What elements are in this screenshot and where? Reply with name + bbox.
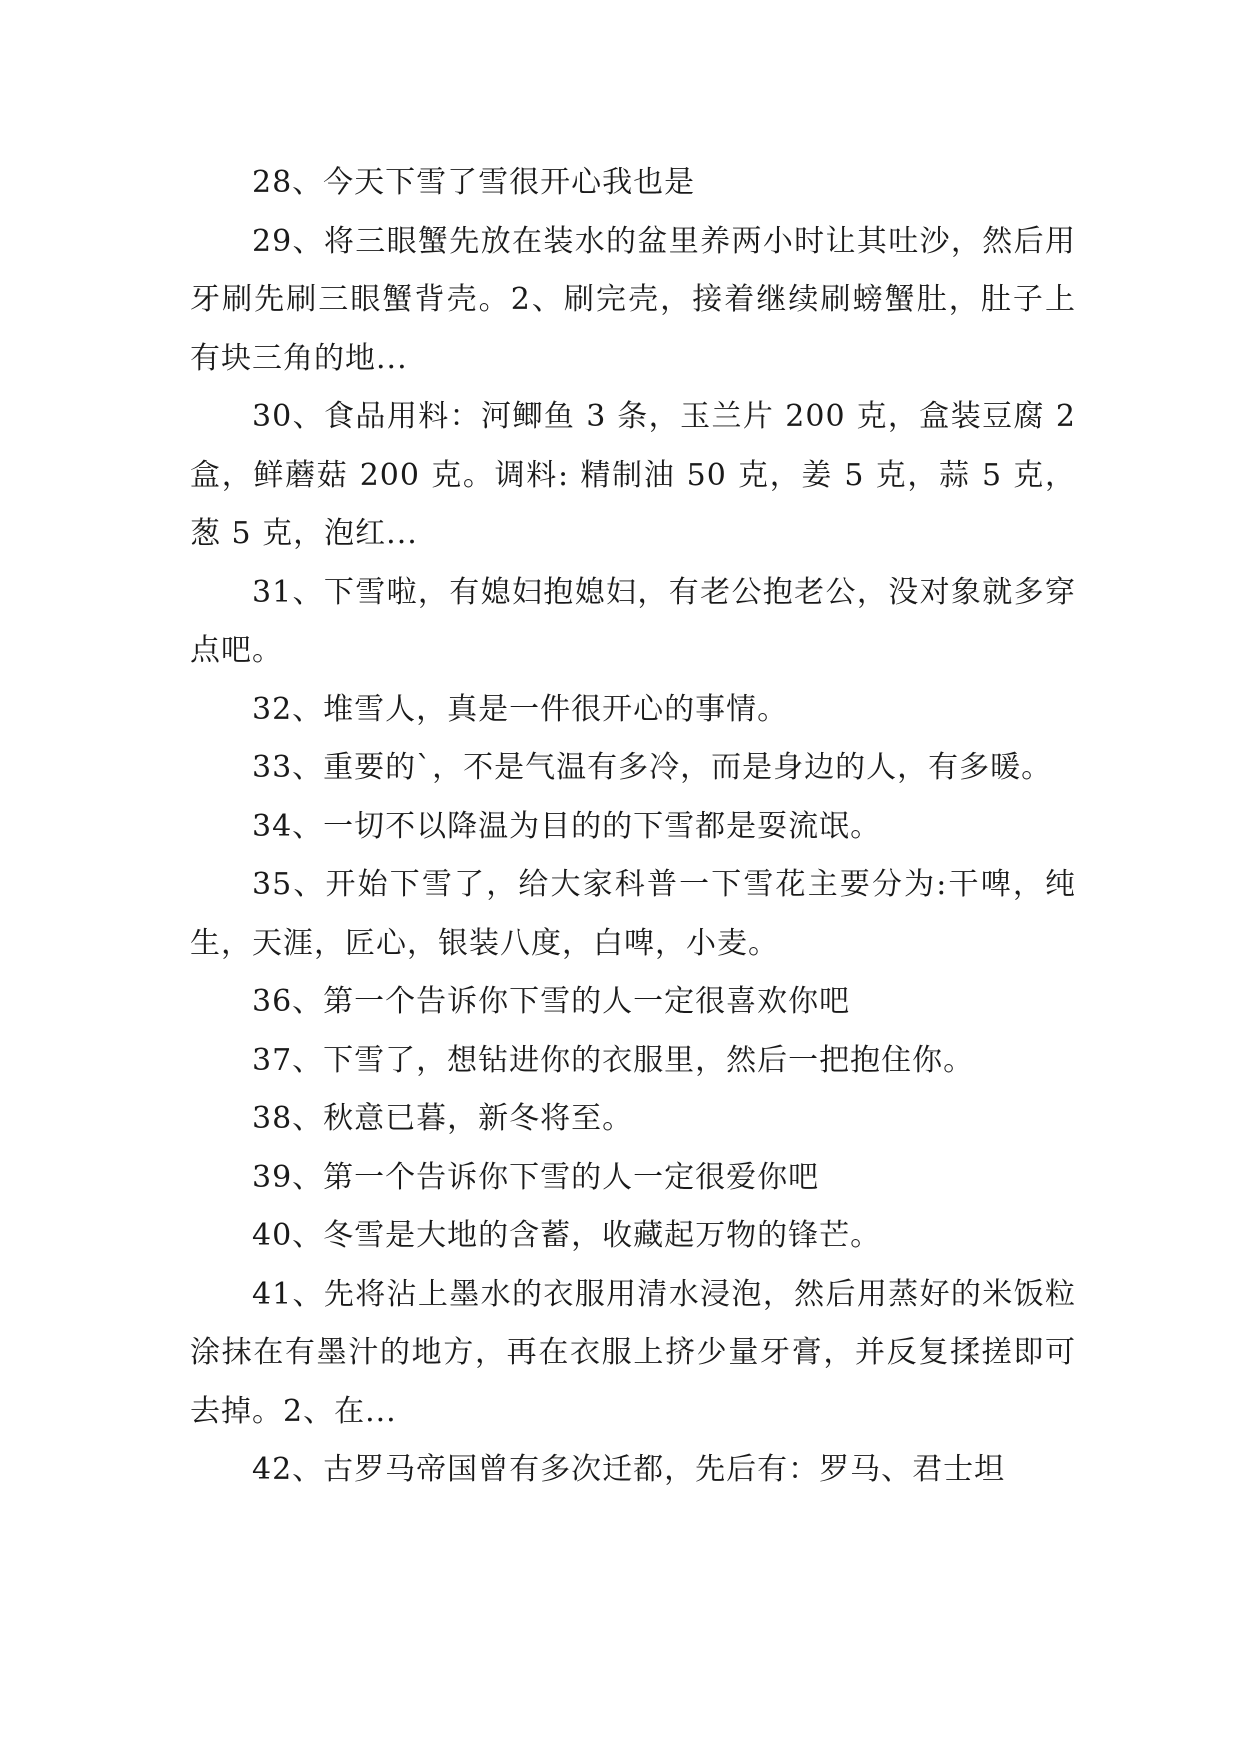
paragraph-31: 31、下雪啦，有媳妇抱媳妇，有老公抱老公，没对象就多穿点吧。 bbox=[190, 574, 1076, 668]
paragraph-32: 32、堆雪人，真是一件很开心的事情。 bbox=[252, 691, 789, 727]
paragraph-41: 41、先将沾上墨水的衣服用清水浸泡，然后用蒸好的米饭粒涂抹在有墨汁的地方，再在衣服上挤少量牙膏，并反复揉搓即可去掉。2、在... bbox=[190, 1276, 1076, 1429]
paragraph-42: 42、古罗马帝国曾有多次迁都，先后有：罗马、君士坦 bbox=[252, 1452, 1006, 1487]
paragraph-39: 39、第一个告诉你下雪的人一定很爱你吧 bbox=[252, 1159, 820, 1195]
paragraph-33: 33、重要的`，不是气温有多冷，而是身边的人，有多暖。 bbox=[252, 750, 1053, 785]
paragraph-36: 36、第一个告诉你下雪的人一定很喜欢你吧 bbox=[252, 984, 851, 1019]
paragraph-28: 28、今天下雪了雪很开心我也是 bbox=[252, 165, 696, 200]
paragraph-35: 35、开始下雪了，给大家科普一下雪花主要分为:干啤，纯生，天涯，匠心，银装八度，白啤，小麦。 bbox=[190, 867, 1076, 961]
paragraph-38: 38、秋意已暮，新冬将至。 bbox=[252, 1101, 634, 1136]
paragraph-37: 37、下雪了，想钻进你的衣服里，然后一把抱住你。 bbox=[252, 1042, 975, 1078]
document-body bbox=[190, 154, 1076, 1500]
paragraph-34: 34、一切不以降温为目的的下雪都是耍流氓。 bbox=[252, 808, 882, 844]
paragraph-29: 29、将三眼蟹先放在装水的盆里养两小时让其吐沙，然后用牙刷先刷三眼蟹背壳。2、刷完壳，接着继续刷螃蟹肚，肚子上有块三角的地... bbox=[190, 223, 1076, 376]
paragraph-30: 30、食品用料：河鲫鱼 3 条，玉兰片 200 克，盒装豆腐 2 盒，鲜蘑菇 200 克。调料: 精制油 50 克，姜 5 克，蒜 5 克，葱 5 克，泡红... bbox=[190, 399, 1076, 551]
paragraph-40: 40、冬雪是大地的含蓄，收藏起万物的锋芒。 bbox=[252, 1218, 882, 1253]
